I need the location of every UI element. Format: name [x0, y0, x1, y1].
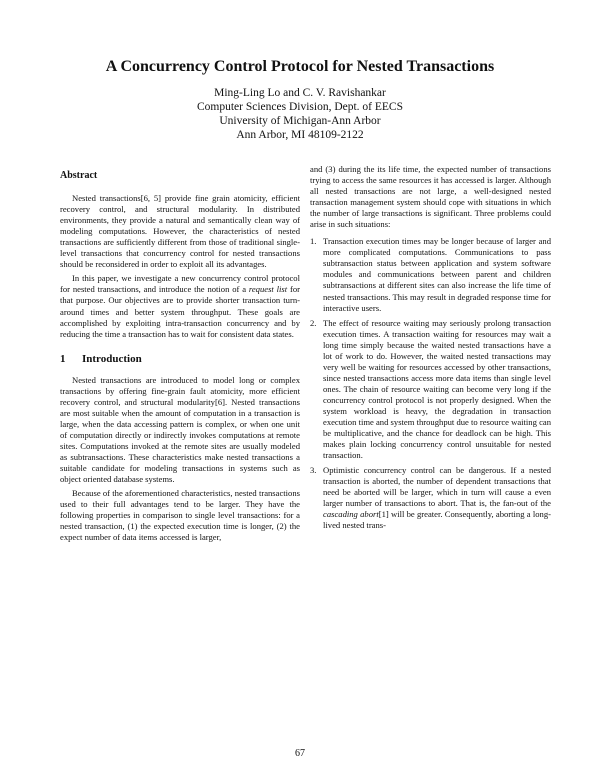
- problem-list: [310, 236, 551, 531]
- abstract-p2-start: In this paper, we investigate a new concurrency control protocol for nested transactions, and introduce the notion of a: [60, 273, 300, 295]
- author-department: Computer Sciences Division, Dept. of EECS: [196, 101, 404, 113]
- right-column: [310, 164, 551, 536]
- intro-paragraph-2: Because of the aforementioned characteristics, nested transactions used to their full advantages tend to be larger. They have the following properties in comparison to single level transactions: for a nested transaction, (1) the expected execution time is longer, (2) the expect number of data items accessed is larger,: [60, 488, 300, 543]
- section-title: Introduction: [82, 352, 142, 365]
- list-item-text: Transaction execution times may be longer because of larger and more complicated computations. Communications to pass subtransaction status between application and system software modules and communications between parent and children subtransactions at different sites can also increase the life time of nested transactions. This may result in degraded response time for interactive users.: [323, 236, 551, 313]
- page-number: 67: [295, 748, 305, 759]
- list-item-emphasis: cascading abort: [323, 509, 379, 520]
- paper-title: A Concurrency Control Protocol for Nested Transactions: [105, 58, 495, 75]
- intro-continuation: and (3) during the its life time, the expected number of transactions trying to access the same resources it has accessed is larger. Although all nested transactions are not large, a well-designed nested transaction management system should cope with situations in which the number of large transactions is significant. Three problems could arise in such situations:: [310, 164, 551, 230]
- list-marker: 2.: [310, 317, 317, 328]
- list-item: [310, 236, 551, 313]
- introduction-heading: [60, 354, 300, 365]
- author-names: Ming-Ling Lo and C. V. Ravishankar: [214, 87, 386, 99]
- author-university: University of Michigan-Ann Arbor: [219, 115, 381, 127]
- abstract-paragraph-1: Nested transactions[6, 5] provide fine grain atomicity, efficient recovery control, and structural modularity. In distributed environments, they provide a natural and semantically clean way of modeling computations. However, the characteristics of nested transactions are sufficiently different from those of traditional single-level transactions that concurrency control for nested transactions should be reconsidered in order to exploit all its advantages.: [60, 193, 300, 270]
- abstract-p2-emphasis: request list: [248, 284, 288, 295]
- author-address: Ann Arbor, MI 48109-2122: [236, 129, 364, 141]
- list-marker: 1.: [310, 236, 317, 247]
- list-marker: 3.: [310, 465, 317, 476]
- abstract-p2-end: for that purpose. Our objectives are to provide shorter transaction turn-around times and better system throughput. These goals are accomplished by exploiting intra-transaction concurrency and by reducing the time a transaction has to wait for consistent data states.: [60, 284, 300, 339]
- intro-paragraph-1: Nested transactions are introduced to model long or complex transactions by offering fine-grain fault atomicity, more efficient recovery control, and structural modularity[6]. Nested transactions are most suitable when the amount of computation in a transaction is large, when the data accessing pattern is complex, or when one unit of computation directly or indirectly invokes computations at remote sites. Computations invoked at the remote sites are usually modeled as subtransactions. These characteristics make nested transactions a suitable candidate for modeling transactions in systems such as object oriented database systems.: [60, 374, 300, 485]
- abstract-paragraph-2: [60, 273, 300, 339]
- author-block: [0, 86, 600, 142]
- list-item: [310, 318, 551, 462]
- left-column: [60, 170, 300, 546]
- abstract-heading: Abstract: [60, 170, 98, 181]
- section-number: 1: [60, 352, 66, 365]
- list-item-text-start: Optimistic concurrency control can be dangerous. If a nested transaction is aborted, the number of dependent transactions that need be aborted will be larger, which in turn will cause a even larger number of transactions to abort. That is, the fan-out of the: [323, 465, 551, 509]
- list-item-text: The effect of resource waiting may seriously prolong transaction execution times. A transaction waiting for resources may wait a long time simply because the waited nested transactions have a lot of work to do. However, the waited nested transactions may very well be waiting for resources accessed by other transactions, since nested transactions access more data items than single level ones. The chain of resource waiting can become very long if the concurrency control protocol is not properly designed. When the system workload is heavy, the degradation in transaction execution time and system throughput due to resource waiting can be multiplicative, and the chance for deadlock can be high. This makes plain locking concurrency control unsuitable for nested transaction.: [323, 317, 551, 461]
- list-item: [310, 465, 551, 531]
- list-item-text-end: [1] will be greater. Consequently, aborting a long-lived nested trans-: [323, 509, 551, 531]
